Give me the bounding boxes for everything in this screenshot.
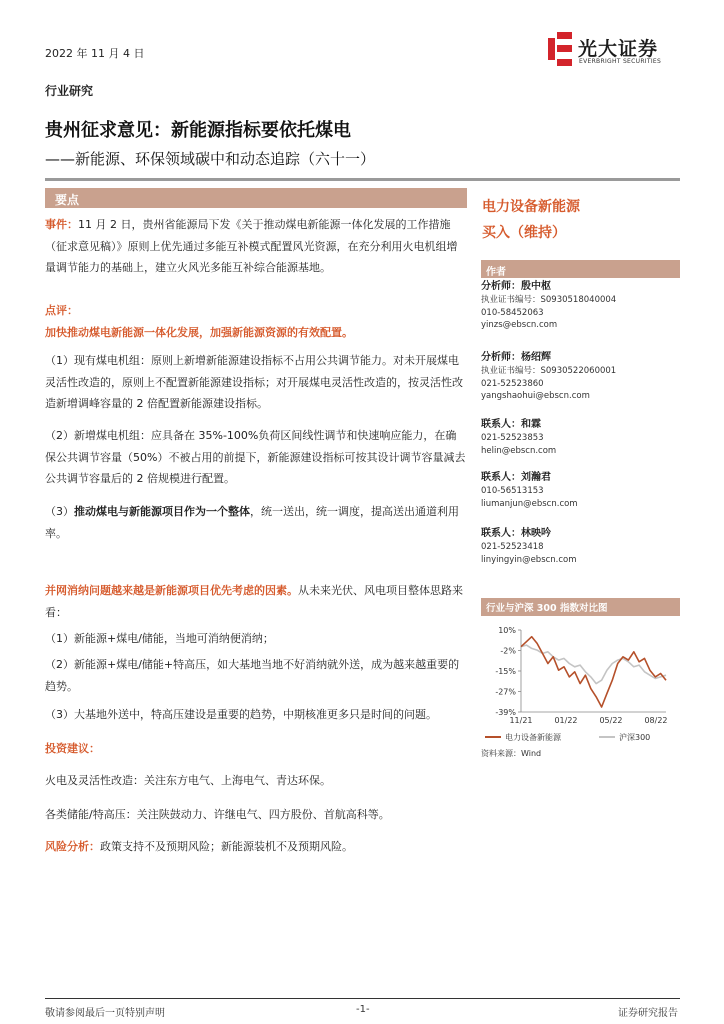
event-label: 事件： [45,218,78,231]
risk-text: 政策支持不及预期风险；新能源装机不及预期风险。 [100,840,353,853]
item2-paragraph [45,425,467,490]
x-tick-label: 05/22 [599,716,623,725]
brand-logo [548,32,688,72]
author-card [481,280,680,332]
chart-source: 资料来源：Wind [481,749,542,758]
author-cert: 执业证书编号：S0930518040004 [481,295,617,305]
report-date: 2022 年 11 月 4 日 [45,47,145,60]
series-lines [521,637,666,707]
authors-section-label: 作者 [486,267,506,278]
author-email[interactable]: yangshaohui@ebscn.com [481,391,590,401]
x-tick-label: 11/21 [509,716,533,725]
rating-sector: 电力设备新能源 [482,199,580,215]
report-subtitle: ——新能源、环保领域碳中和动态追踪（六十一） [45,150,376,168]
comment-label-line [45,300,467,322]
author-phone: 010-58452063 [481,307,544,318]
contact-role: 联系人：林映吟 [481,528,551,539]
chart-legend [485,732,650,742]
contact-phone: 021-52523418 [481,542,544,552]
y-tick-label: -2% [500,646,516,656]
grid-item3: （3）大基地外送中，特高压建设是重要的趋势，中期核准更多只是时间的问题。 [45,708,437,721]
item1-lead: （1）现有煤电机组： [45,354,151,367]
event-text: 11 月 2 日，贵州省能源局下发《关于推动煤电新能源一体化发展的工作措施（征求意见稿）》原则上优先通过多能互补模式配置风光资源，在充分利用火电机组增量调节能力的基础上，建立火风光多能互补综合能源基地。 [45,218,458,274]
item3-paragraph [45,501,467,544]
y-axis [495,626,521,717]
x-tick-label: 08/22 [644,716,668,725]
invest-label-line [45,738,467,760]
invest-item2: 各类储能/特高压：关注陕鼓动力、许继电气、四方股份、首航高科等。 [45,808,390,821]
comment-headline-line [45,322,467,344]
x-tick-label: 01/22 [554,716,578,725]
y-tick-label: -39% [495,708,516,717]
contact-card [481,527,680,566]
item3-lead: （3） [45,505,74,518]
item1-text: 原则上新增新能源建设指标不占用公共调节能力。对未开展煤电灵活性改造的，原则上不配置新能源建设指标；对开展煤电灵活性改造的，按灵活性改造新增调峰容量的 2 倍配置新能源建设指标。 [45,354,463,410]
brand-name-en: EVERBRIGHT SECURITIES [579,58,662,65]
author-role: 分析师：杨绍辉 [481,352,551,363]
contact-phone: 021-52523853 [481,433,544,443]
contact-card [481,418,680,457]
comment-label: 点评： [45,304,78,317]
y-tick-label: 10% [498,626,516,635]
contact-phone: 010-56513153 [481,486,544,496]
x-axis [509,712,667,725]
item3-text: ，统一送出，统一调度，提高送出通道利用率。 [45,505,459,540]
author-cert: 执业证书编号：S0930522060001 [481,366,617,376]
contact-email[interactable]: linyingyin@ebscn.com [481,554,577,565]
contact-email[interactable]: liumanjun@ebscn.com [481,498,578,509]
legend-label: 电力设备新能源 [505,733,561,742]
chart-svg [481,598,680,768]
rating-action: 买入（维持） [482,225,566,241]
grid-item1: （1）新能源+煤电/储能，当地可消纳便消纳； [45,632,274,645]
series-line-1 [521,645,666,684]
index-comparison-chart [481,598,680,768]
author-phone: 021-52523860 [481,378,544,389]
risk-paragraph [45,836,467,858]
contact-role: 联系人：刘瀚君 [481,472,551,483]
item2-text: 应具备在 35%-100%负荷区间线性调节和快速响应能力，在确保公共调节容量（50%）不被占用的前提下，新能源建设指标可按其设计调节容量减去公共调节容量后的 2 倍规模进行配置。 [45,429,466,485]
comment-headline: 加快推动煤电新能源一体化发展，加强新能源资源的有效配置。 [45,326,353,339]
footer-disclaimer[interactable]: 敬请参阅最后一页特别声明 [45,1008,165,1019]
invest-item1: 火电及灵活性改造：关注东方电气、上海电气、青达环保。 [45,774,331,787]
item1-paragraph [45,350,467,415]
invest-label: 投资建议： [45,742,100,755]
contact-card [481,471,680,510]
author-card [481,351,680,403]
grid-text: 从未来光伏、风电项目整体思路来看： [45,584,463,619]
page-number: -1- [356,1004,370,1015]
contact-role: 联系人：和霖 [481,419,541,430]
legend-label: 沪深300 [619,733,651,742]
report-title: 贵州征求意见：新能源指标要依托煤电 [45,120,351,141]
y-tick-label: -27% [495,687,516,697]
everbright-logo-icon [548,32,572,66]
item3-bold: 推动煤电与新能源项目作为一个整体 [74,505,250,518]
report-category: 行业研究 [45,84,94,98]
grid-paragraph [45,580,467,623]
summary-section-header [45,188,467,208]
author-role: 分析师：殷中枢 [481,281,551,292]
event-paragraph [45,214,467,279]
footer-divider [45,998,680,999]
authors-section-header [481,260,680,278]
risk-label: 风险分析： [45,840,100,853]
contact-email[interactable]: helin@ebscn.com [481,445,557,456]
item2-lead: （2）新增煤电机组： [45,429,151,442]
brand-name-cn: 光大证券 [578,38,659,60]
header-divider [45,178,680,181]
footer-report-type: 证券研究报告 [618,1008,678,1019]
summary-section-label: 要点 [55,193,80,207]
y-tick-label: -15% [495,667,516,676]
grid-item2: （2）新能源+煤电/储能+特高压，如大基地当地不好消纳就外送，成为越来越重要的趋势。 [45,658,460,693]
grid-headline: 并网消纳问题越来越是新能源项目优先考虑的因素。 [45,584,298,597]
chart-title: 行业与沪深 300 指数对比图 [486,603,608,614]
author-email[interactable]: yinzs@ebscn.com [481,320,558,330]
